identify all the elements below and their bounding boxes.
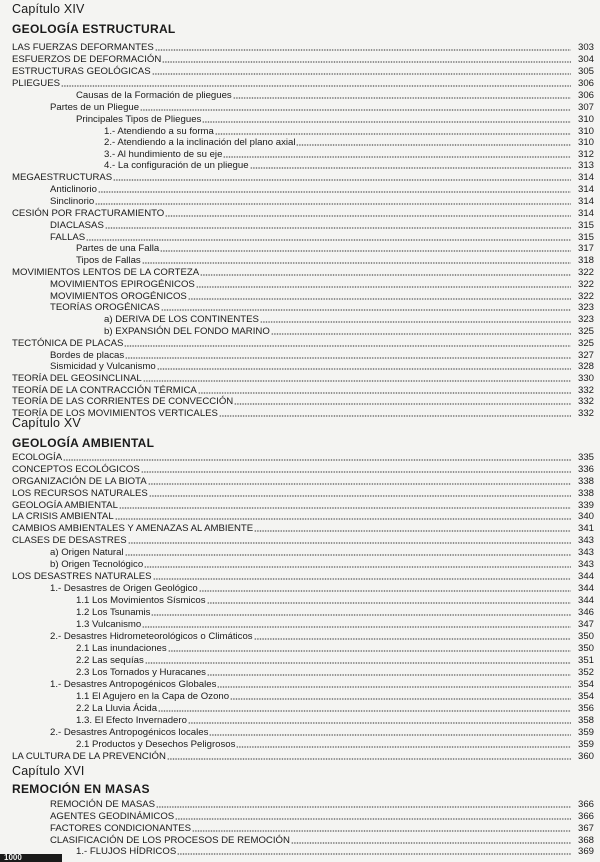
toc-entry-page: 315 bbox=[577, 220, 594, 231]
toc-entry-title: 2.3 Los Tornados y Huracanes bbox=[76, 667, 206, 678]
toc-entry-title: FACTORES CONDICIONANTES bbox=[50, 823, 192, 834]
toc-entry-title: Tipos de Fallas bbox=[76, 255, 141, 266]
toc-entry-page: 350 bbox=[577, 643, 594, 654]
dot-leader bbox=[217, 686, 571, 688]
toc-entry-title: 1.1 El Agujero en la Capa de Ozono bbox=[76, 691, 230, 702]
toc-entry bbox=[12, 385, 594, 396]
dot-leader bbox=[188, 298, 571, 300]
toc-entry-title: TECTÓNICA DE PLACAS bbox=[12, 338, 124, 349]
toc-entry-page: 306 bbox=[577, 78, 594, 89]
dot-leader bbox=[143, 380, 571, 382]
toc-entry-title: 1.3 Vulcanismo bbox=[76, 619, 142, 630]
toc-entry-title: 1.- FLUJOS HÍDRICOS bbox=[76, 846, 177, 857]
dot-leader bbox=[158, 710, 571, 712]
toc-entry-title: LA CULTURA DE LA PREVENCIÓN bbox=[12, 751, 166, 762]
toc-entry-page: 339 bbox=[577, 500, 594, 511]
toc-entry bbox=[76, 715, 594, 726]
chapter-label: Capítulo XV bbox=[12, 416, 81, 430]
toc-entry-page: 313 bbox=[577, 160, 594, 171]
toc-entry-title: a) DERIVA DE LOS CONTINENTES bbox=[104, 314, 259, 325]
toc-entry-page: 332 bbox=[577, 396, 594, 407]
toc-entry-page: 335 bbox=[577, 452, 594, 463]
toc-entry-title: TEORÍA DE LAS CORRIENTES DE CONVECCIÓN bbox=[12, 396, 234, 407]
dot-leader bbox=[98, 191, 571, 193]
dot-leader bbox=[95, 203, 571, 205]
toc-entry bbox=[76, 846, 594, 857]
dot-leader bbox=[63, 459, 571, 461]
toc-entry-page: 327 bbox=[577, 350, 594, 361]
toc-entry-title: 2.- Desastres Hidrometeorológicos o Climáticos bbox=[50, 631, 253, 642]
toc-entry bbox=[76, 643, 594, 654]
toc-entry-title: PLIEGUES bbox=[12, 78, 60, 89]
dot-leader bbox=[124, 345, 571, 347]
toc-entry bbox=[12, 42, 594, 53]
dot-leader bbox=[162, 61, 571, 63]
toc-entry-page: 356 bbox=[577, 703, 594, 714]
dot-leader bbox=[236, 746, 571, 748]
dot-leader bbox=[188, 722, 571, 724]
toc-entry bbox=[50, 350, 594, 361]
toc-entry-page: 338 bbox=[577, 488, 594, 499]
toc-entry-title: REMOCIÓN DE MASAS bbox=[50, 799, 156, 810]
toc-entry bbox=[76, 90, 594, 101]
dot-leader bbox=[160, 250, 571, 252]
dot-leader bbox=[142, 262, 571, 264]
chapter-title: REMOCIÓN EN MASAS bbox=[12, 782, 150, 796]
dot-leader bbox=[215, 133, 571, 135]
dot-leader bbox=[115, 518, 571, 520]
toc-entry bbox=[50, 799, 594, 810]
toc-entry bbox=[50, 196, 594, 207]
toc-entry-page: 343 bbox=[577, 535, 594, 546]
toc-entry bbox=[12, 500, 594, 511]
toc-entry bbox=[12, 476, 594, 487]
toc-entry bbox=[104, 326, 594, 337]
toc-entry-page: 340 bbox=[577, 511, 594, 522]
toc-entry-title: 1.1 Los Movimientos Sísmicos bbox=[76, 595, 206, 606]
toc-entry bbox=[12, 511, 594, 522]
toc-entry-title: 2.1 Las inundaciones bbox=[76, 643, 167, 654]
dot-leader bbox=[144, 566, 571, 568]
dot-leader bbox=[167, 758, 571, 760]
toc-entry-page: 330 bbox=[577, 373, 594, 384]
toc-entry-page: 323 bbox=[577, 302, 594, 313]
toc-entry-title: Sismicidad y Vulcanismo bbox=[50, 361, 156, 372]
toc-entry-title: FALLAS bbox=[50, 232, 86, 243]
page-number: 1000 bbox=[4, 853, 22, 862]
toc-entry bbox=[76, 619, 594, 630]
dot-leader bbox=[254, 638, 571, 640]
dot-leader bbox=[140, 109, 571, 111]
toc-entry bbox=[50, 220, 594, 231]
toc-entry-page: 314 bbox=[577, 196, 594, 207]
dot-leader bbox=[175, 818, 571, 820]
toc-entry bbox=[104, 149, 594, 160]
toc-entry-page: 368 bbox=[577, 835, 594, 846]
toc-entry-page: 336 bbox=[577, 464, 594, 475]
dot-leader bbox=[161, 309, 571, 311]
toc-entry bbox=[50, 811, 594, 822]
toc-entry bbox=[50, 583, 594, 594]
toc-entry bbox=[76, 255, 594, 266]
toc-entry-page: 306 bbox=[577, 90, 594, 101]
toc-entry-title: TEORÍA DE LOS MOVIMIENTOS VERTICALES bbox=[12, 408, 218, 419]
dot-leader bbox=[234, 403, 571, 405]
footer-bar bbox=[0, 854, 62, 862]
toc-entry bbox=[12, 751, 594, 762]
toc-entry-title: MOVIMIENTOS OROGÉNICOS bbox=[50, 291, 187, 302]
toc-entry-title: CLASIFICACIÓN DE LOS PROCESOS DE REMOCIÓN bbox=[50, 835, 290, 846]
toc-entry-page: 310 bbox=[577, 126, 594, 137]
toc-entry-title: MOVIMIENTOS LENTOS DE LA CORTEZA bbox=[12, 267, 200, 278]
dot-leader bbox=[152, 73, 571, 75]
toc-entry-title: MEGAESTRUCTURAS bbox=[12, 172, 113, 183]
toc-entry bbox=[12, 208, 594, 219]
toc-entry bbox=[12, 396, 594, 407]
toc-entry bbox=[50, 232, 594, 243]
toc-entry bbox=[50, 184, 594, 195]
toc-entry bbox=[104, 126, 594, 137]
toc-entry-title: 2.- Atendiendo a la inclinación del plano axial bbox=[104, 137, 296, 148]
dot-leader bbox=[296, 144, 571, 146]
toc-entry-page: 314 bbox=[577, 172, 594, 183]
toc-entry bbox=[12, 267, 594, 278]
toc-entry bbox=[12, 78, 594, 89]
dot-leader bbox=[192, 830, 571, 832]
toc-entry-page: 358 bbox=[577, 715, 594, 726]
toc-entry-page: 367 bbox=[577, 823, 594, 834]
toc-entry bbox=[50, 291, 594, 302]
toc-entry bbox=[12, 338, 594, 349]
toc-entry-title: CONCEPTOS ECOLÓGICOS bbox=[12, 464, 140, 475]
dot-leader bbox=[149, 495, 571, 497]
dot-leader bbox=[155, 49, 571, 51]
dot-leader bbox=[165, 215, 571, 217]
toc-entry-page: 359 bbox=[577, 739, 594, 750]
dot-leader bbox=[202, 121, 571, 123]
toc-entry-page: 366 bbox=[577, 799, 594, 810]
dot-leader bbox=[157, 368, 571, 370]
toc-entry-page: 315 bbox=[577, 232, 594, 243]
toc-entry-title: Anticlinorio bbox=[50, 184, 97, 195]
dot-leader bbox=[209, 734, 571, 736]
toc-entry-title: MOVIMIENTOS EPIROGÉNICOS bbox=[50, 279, 195, 290]
toc-entry-page: 325 bbox=[577, 326, 594, 337]
dot-leader bbox=[61, 85, 571, 87]
toc-entry bbox=[12, 408, 594, 419]
toc-entry bbox=[12, 66, 594, 77]
toc-entry bbox=[50, 679, 594, 690]
toc-entry-page: 344 bbox=[577, 571, 594, 582]
toc-entry-page: 350 bbox=[577, 631, 594, 642]
toc-entry-title: Partes de una Falla bbox=[76, 243, 160, 254]
toc-entry-title: CLASES DE DESASTRES bbox=[12, 535, 127, 546]
dot-leader bbox=[86, 239, 571, 241]
dot-leader bbox=[113, 179, 571, 181]
dot-leader bbox=[207, 674, 571, 676]
toc-entry-page: 323 bbox=[577, 314, 594, 325]
toc-entry-page: 344 bbox=[577, 583, 594, 594]
toc-entry-title: Bordes de placas bbox=[50, 350, 125, 361]
dot-leader bbox=[199, 590, 571, 592]
toc-entry-page: 344 bbox=[577, 595, 594, 606]
toc-entry bbox=[76, 607, 594, 618]
dot-leader bbox=[260, 321, 571, 323]
toc-entry bbox=[12, 373, 594, 384]
dot-leader bbox=[119, 507, 571, 509]
toc-entry-title: GEOLOGÍA AMBIENTAL bbox=[12, 500, 118, 511]
toc-entry bbox=[76, 655, 594, 666]
toc-entry-page: 305 bbox=[577, 66, 594, 77]
toc-entry bbox=[12, 535, 594, 546]
toc-entry-page: 322 bbox=[577, 267, 594, 278]
toc-entry-page: 341 bbox=[577, 523, 594, 534]
toc-entry-title: Sinclinorio bbox=[50, 196, 95, 207]
dot-leader bbox=[219, 415, 571, 417]
toc-entry bbox=[12, 464, 594, 475]
toc-entry bbox=[104, 160, 594, 171]
toc-entry-page: 359 bbox=[577, 727, 594, 738]
toc-entry bbox=[50, 302, 594, 313]
dot-leader bbox=[156, 806, 571, 808]
toc-entry bbox=[50, 102, 594, 113]
toc-entry bbox=[12, 452, 594, 463]
dot-leader bbox=[125, 554, 571, 556]
dot-leader bbox=[254, 530, 571, 532]
toc-entry-title: ORGANIZACIÓN DE LA BIOTA bbox=[12, 476, 147, 487]
toc-entry bbox=[76, 703, 594, 714]
toc-entry-title: LAS FUERZAS DEFORMANTES bbox=[12, 42, 154, 53]
toc-entry-page: 338 bbox=[577, 476, 594, 487]
toc-entry-page: 343 bbox=[577, 559, 594, 570]
dot-leader bbox=[230, 698, 571, 700]
dot-leader bbox=[151, 614, 571, 616]
dot-leader bbox=[177, 853, 571, 855]
toc-entry-page: 354 bbox=[577, 679, 594, 690]
toc-entry-page: 351 bbox=[577, 655, 594, 666]
toc-entry-page: 369 bbox=[577, 846, 594, 857]
toc-entry-title: Causas de la Formación de pliegues bbox=[76, 90, 232, 101]
toc-entry bbox=[76, 667, 594, 678]
toc-entry bbox=[76, 691, 594, 702]
toc-entry-title: ECOLOGÍA bbox=[12, 452, 63, 463]
toc-entry-page: 366 bbox=[577, 811, 594, 822]
toc-entry bbox=[12, 172, 594, 183]
toc-entry bbox=[76, 114, 594, 125]
toc-entry-title: 1.- Atendiendo a su forma bbox=[104, 126, 214, 137]
toc-entry-page: 322 bbox=[577, 291, 594, 302]
toc-entry bbox=[50, 547, 594, 558]
dot-leader bbox=[250, 167, 571, 169]
toc-entry-page: 314 bbox=[577, 208, 594, 219]
toc-entry-title: 1.3. El Efecto Invernadero bbox=[76, 715, 187, 726]
toc-entry bbox=[12, 488, 594, 499]
toc-entry bbox=[76, 243, 594, 254]
toc-entry-title: 1.2 Los Tsunamis bbox=[76, 607, 151, 618]
toc-entry-title: LA CRISIS AMBIENTAL bbox=[12, 511, 114, 522]
dot-leader bbox=[291, 842, 571, 844]
toc-entry-page: 360 bbox=[577, 751, 594, 762]
toc-entry bbox=[104, 137, 594, 148]
toc-entry-page: 325 bbox=[577, 338, 594, 349]
dot-leader bbox=[198, 392, 571, 394]
toc-entry bbox=[12, 54, 594, 65]
toc-entry-title: ESFUERZOS DE DEFORMACIÓN bbox=[12, 54, 162, 65]
toc-entry-title: 2.2 Las sequías bbox=[76, 655, 144, 666]
toc-entry-title: 3.- Al hundimiento de su eje bbox=[104, 149, 223, 160]
dot-leader bbox=[145, 662, 571, 664]
toc-entry-page: 352 bbox=[577, 667, 594, 678]
chapter-label: Capítulo XVI bbox=[12, 764, 85, 778]
toc-entry-page: 318 bbox=[577, 255, 594, 266]
toc-entry-title: 2.- Desastres Antropogénicos locales bbox=[50, 727, 209, 738]
toc-entry-title: 4.- La configuración de un pliegue bbox=[104, 160, 249, 171]
toc-entry-page: 328 bbox=[577, 361, 594, 372]
dot-leader bbox=[196, 286, 571, 288]
toc-entry-title: CESIÓN POR FRACTURAMIENTO bbox=[12, 208, 165, 219]
dot-leader bbox=[168, 650, 571, 652]
dot-leader bbox=[153, 578, 571, 580]
toc-entry-page: 322 bbox=[577, 279, 594, 290]
toc-entry-page: 332 bbox=[577, 385, 594, 396]
dot-leader bbox=[105, 227, 571, 229]
toc-entry-title: DIACLASAS bbox=[50, 220, 104, 231]
toc-entry bbox=[104, 314, 594, 325]
chapter-label: Capítulo XIV bbox=[12, 2, 85, 16]
toc-entry-title: Partes de un Pliegue bbox=[50, 102, 140, 113]
dot-leader bbox=[207, 602, 571, 604]
toc-entry-title: Principales Tipos de Pliegues bbox=[76, 114, 202, 125]
toc-entry-title: 2.2 La Lluvia Ácida bbox=[76, 703, 158, 714]
toc-entry-page: 346 bbox=[577, 607, 594, 618]
toc-entry-title: 1.- Desastres Antropogénicos Globales bbox=[50, 679, 217, 690]
toc-entry-page: 343 bbox=[577, 547, 594, 558]
dot-leader bbox=[128, 542, 571, 544]
toc-entry-page: 354 bbox=[577, 691, 594, 702]
toc-entry-title: a) Origen Natural bbox=[50, 547, 124, 558]
toc-entry-title: LOS RECURSOS NATURALES bbox=[12, 488, 148, 499]
toc-entry-title: TEORÍAS OROGÉNICAS bbox=[50, 302, 160, 313]
toc-entry bbox=[50, 361, 594, 372]
toc-entry-title: LOS DESASTRES NATURALES bbox=[12, 571, 152, 582]
toc-entry-title: TEORÍA DEL GEOSINCLINAL bbox=[12, 373, 142, 384]
toc-entry-page: 317 bbox=[577, 243, 594, 254]
toc-entry bbox=[50, 835, 594, 846]
toc-entry-title: AGENTES GEODINÁMICOS bbox=[50, 811, 175, 822]
toc-entry bbox=[12, 571, 594, 582]
toc-entry-page: 310 bbox=[577, 137, 594, 148]
dot-leader bbox=[148, 483, 571, 485]
toc-entry bbox=[50, 559, 594, 570]
chapter-title: GEOLOGÍA AMBIENTAL bbox=[12, 436, 155, 450]
toc-entry-title: b) EXPANSIÓN DEL FONDO MARINO bbox=[104, 326, 270, 337]
toc-entry-page: 347 bbox=[577, 619, 594, 630]
toc-entry-title: CAMBIOS AMBIENTALES Y AMENAZAS AL AMBIENTE bbox=[12, 523, 254, 534]
toc-entry bbox=[76, 595, 594, 606]
toc-entry-page: 312 bbox=[577, 149, 594, 160]
dot-leader bbox=[142, 626, 571, 628]
toc-entry-page: 314 bbox=[577, 184, 594, 195]
toc-entry-title: b) Origen Tecnológico bbox=[50, 559, 144, 570]
toc-entry-page: 310 bbox=[577, 114, 594, 125]
dot-leader bbox=[233, 97, 571, 99]
dot-leader bbox=[271, 333, 571, 335]
toc-entry bbox=[12, 523, 594, 534]
toc-entry-page: 304 bbox=[577, 54, 594, 65]
toc-entry-page: 307 bbox=[577, 102, 594, 113]
dot-leader bbox=[141, 471, 571, 473]
toc-entry-title: ESTRUCTURAS GEOLÓGICAS bbox=[12, 66, 151, 77]
toc-entry-page: 303 bbox=[577, 42, 594, 53]
chapter-title: GEOLOGÍA ESTRUCTURAL bbox=[12, 22, 176, 36]
toc-entry bbox=[50, 727, 594, 738]
dot-leader bbox=[223, 156, 571, 158]
toc-entry-title: 2.1 Productos y Desechos Peligrosos bbox=[76, 739, 236, 750]
toc-entry-title: 1.- Desastres de Origen Geológico bbox=[50, 583, 198, 594]
toc-entry bbox=[50, 823, 594, 834]
dot-leader bbox=[125, 357, 571, 359]
toc-entry bbox=[50, 279, 594, 290]
toc-entry bbox=[50, 631, 594, 642]
toc-entry-page: 332 bbox=[577, 408, 594, 419]
toc-entry-title: TEORÍA DE LA CONTRACCIÓN TÉRMICA bbox=[12, 385, 197, 396]
dot-leader bbox=[200, 274, 571, 276]
toc-entry bbox=[76, 739, 594, 750]
